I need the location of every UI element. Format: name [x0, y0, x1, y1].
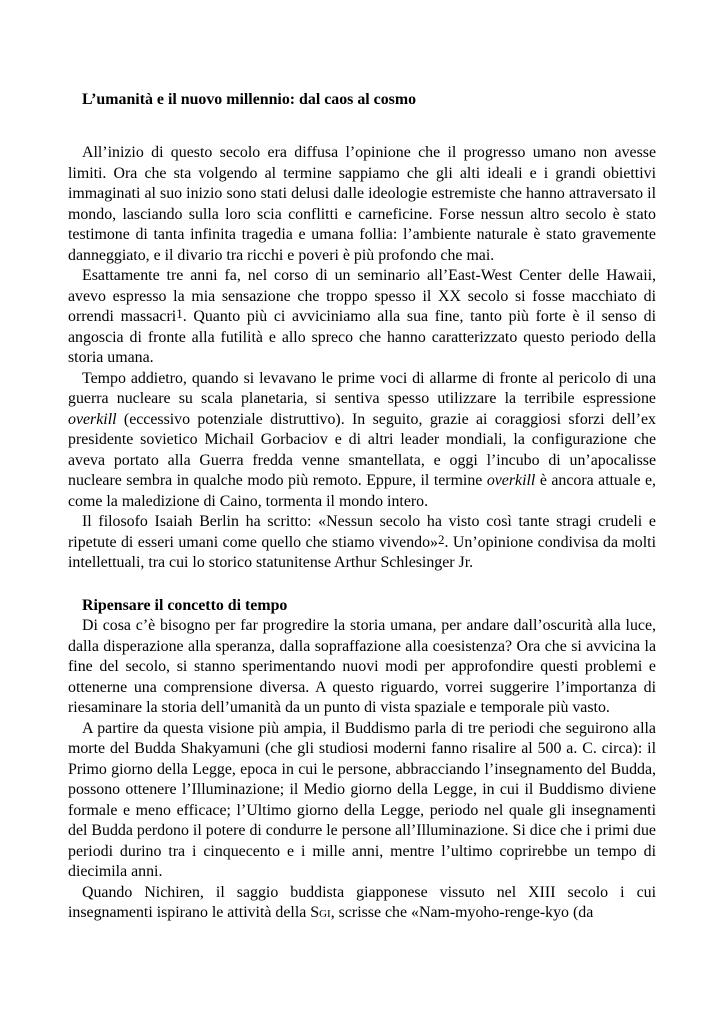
paragraph-2-text-b: . Quanto più ci avviciniamo alla sua fine, tanto più forte è il senso di angoscia di fronte alla futilità e allo spreco che hanno caratterizzato questo periodo della storia umana. — [68, 308, 656, 366]
paragraph-6: A partire da questa visione più ampia, il Buddismo parla di tre periodi che seguirono alla morte del Budda Shakyamuni (che gli studiosi moderni fanno risalire al 500 a. C. circa): il Primo giorno della Legge, epoca in cui le persone, abbracciando l’insegnamento del Budda, possono ottenere l’Illuminazione; il Medio giorno della Legge, in cui il Buddismo diviene formale e meno efficace; l’Ultimo giorno della Legge, periodo nel quale gli insegnamenti del Budda perdono il potere di condurre le persone all’Illuminazione. Si dice che i primi due periodi durino tra i cinquecento e i mille anni, mentre l’ultimo coprirebbe un tempo di diecimila anni. — [68, 719, 656, 880]
paragraph-2 — [68, 266, 656, 369]
footnote-marker-1: 1 — [176, 306, 183, 321]
paragraph-5: Di cosa c’è bisogno per far progredire la storia umana, per andare dall’oscurità alla luce, dalla disperazione alla speranza, dalla sopraffazione alla coesistenza? Ora che si avvicina la fine del secolo, si stanno sperimentando nuovi modi per approfondire questi problemi e ottenerne una comprensione diversa. A questo riguardo, vorrei suggerire l’importanza di riesaminare la storia dell’umanità da un punto di vista spaziale e temporale più vasto. — [68, 617, 656, 716]
paragraph-4-text-a: Il filosofo Isaiah Berlin ha scritto: «Nessun secolo ha visto così tante stragi crudeli e ripetute di esseri umani come quello che stiamo vivendo» — [68, 513, 656, 551]
document-body — [68, 143, 656, 924]
paragraph-7-text-a: Quando Nichiren, il saggio buddista giapponese vissuto nel XIII secolo i cui insegnamenti ispirano le attività della — [68, 883, 656, 921]
paragraph-3-text-a: Tempo addietro, quando si levavano le prime voci di allarme di fronte al pericolo di una guerra nucleare su scala planetaria, si sentiva spesso utilizzare la terribile espressione — [68, 369, 656, 407]
page-title: L’umanità e il nuovo millennio: dal caos al cosmo — [82, 91, 417, 108]
paragraph-4 — [68, 512, 656, 574]
footnote-marker-2: 2 — [438, 531, 445, 547]
paragraph-2-text-a: Esattamente tre anni fa, nel corso di un seminario all’East-West Center delle Hawaii, avevo espresso la mia sensazione che troppo spesso il XX secolo si fosse macchiato di orrendi massacri — [68, 267, 656, 325]
paragraph-3-text-b: (eccessivo potenziale distruttivo). In seguito, grazie ai coraggiosi sforzi dell’ex presidente sovietico Michail Gorbaciov e di altri leader mondiali, la configurazione che aveva portato alla Guerra fredda venne smantellata, e oggi l’incubo di un’apocalisse nucleare sembra in qualche modo più remoto. Eppure, il termine — [68, 410, 656, 489]
paragraph-7-text-b: , scrisse che «Nam-myoho-renge-kyo (da — [330, 904, 594, 921]
organization-abbreviation: Sgi — [310, 904, 331, 921]
section-heading: Ripensare il concetto di tempo — [82, 596, 288, 614]
paragraph-4-text-b: . Un’opinione condivisa da molti intellettuali, tra cui lo storico statunitense Arthur Schlesinger Jr. — [68, 533, 656, 571]
paragraph-3-emphasis-1: overkill — [68, 410, 117, 428]
paragraph-3 — [68, 369, 656, 513]
paragraph-1: All’inizio di questo secolo era diffusa l’opinione che il progresso umano non avesse limiti. Ora che sta volgendo al termine sappiamo che gli alti ideali e i grandi obiettivi immaginati al suo inizio sono stati delusi dalle ideologie estremiste che hanno attraversato il mondo, lasciando sulla loro scia conflitti e carneficine. Forse nessun altro secolo è stato testimone di tanta infinita tragedia e umana follia: l’ambiente naturale è stato gravemente danneggiato, e il divario tra ricchi e poveri è più profondo che mai. — [68, 144, 656, 264]
paragraph-3-emphasis-2: overkill — [486, 472, 536, 489]
paragraph-7 — [68, 883, 656, 924]
paragraph-3-text-c: è ancora attuale e, come la maledizione di Caino, tormenta il mondo intero. — [68, 472, 656, 510]
